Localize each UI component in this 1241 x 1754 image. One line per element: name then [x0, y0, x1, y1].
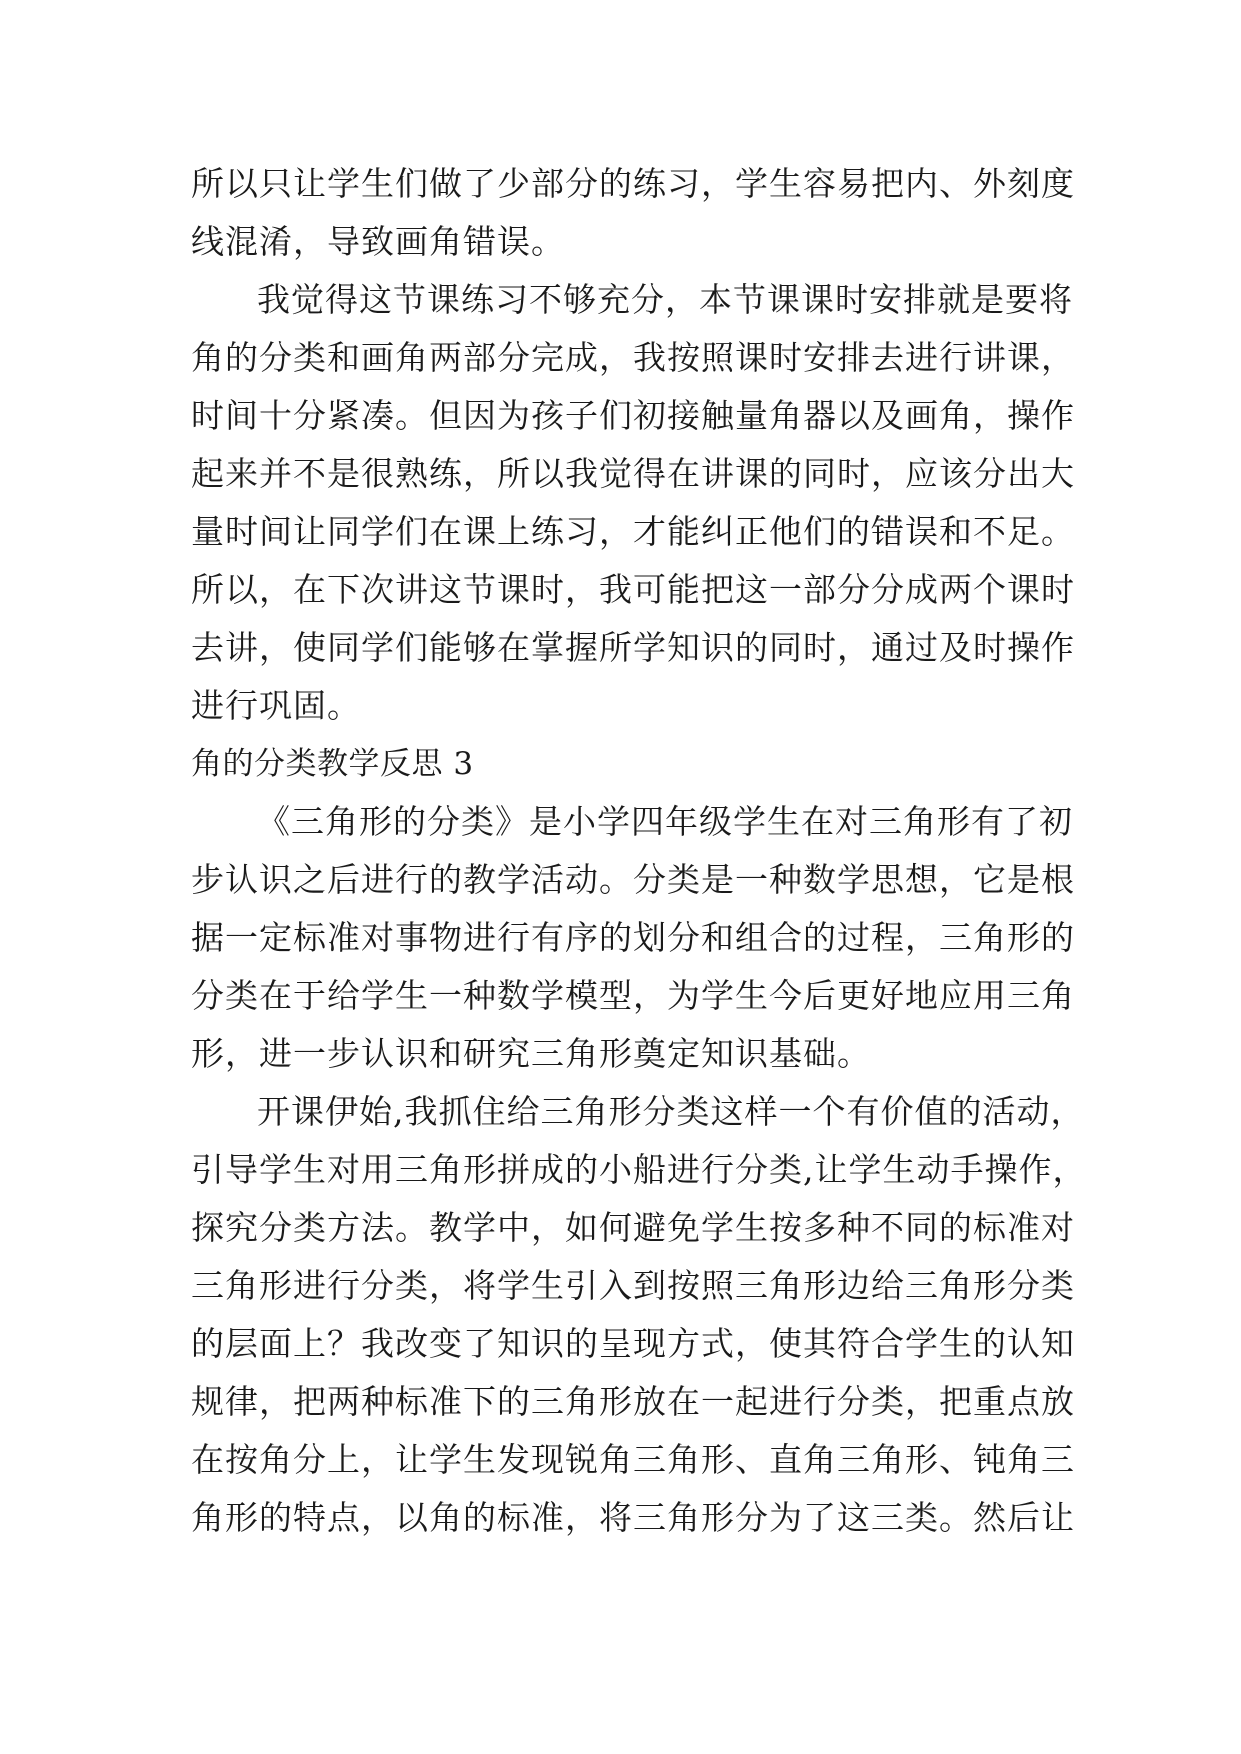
body-text	[191, 155, 1087, 1547]
section-heading: 角的分类教学反思 3	[191, 746, 474, 782]
text-line: 步认识之后进行的教学活动。分类是一种数学思想，它是根	[191, 860, 1075, 899]
text-line: 《三角形的分类》是小学四年级学生在对三角形有了初	[257, 802, 1073, 841]
text-line: 所以只让学生们做了少部分的练习，学生容易把内、外刻度	[191, 164, 1075, 203]
text-line: 去讲，使同学们能够在掌握所学知识的同时，通过及时操作	[191, 628, 1075, 667]
text-line: 我觉得这节课练习不够充分，本节课课时安排就是要将	[257, 280, 1073, 319]
text-line: 在按角分上，让学生发现锐角三角形、直角三角形、钝角三	[191, 1440, 1075, 1479]
text-line: 据一定标准对事物进行有序的划分和组合的过程，三角形的	[191, 918, 1075, 957]
text-line: 量时间让同学们在课上练习，才能纠正他们的错误和不足。	[191, 512, 1075, 551]
text-line: 起来并不是很熟练，所以我觉得在讲课的同时，应该分出大	[191, 454, 1075, 493]
text-line: 形，进一步认识和研究三角形奠定知识基础。	[191, 1034, 871, 1073]
text-line: 开课伊始,我抓住给三角形分类这样一个有价值的活动，	[257, 1092, 1085, 1131]
text-line: 探究分类方法。教学中，如何避免学生按多种不同的标准对	[191, 1208, 1075, 1247]
text-line: 分类在于给学生一种数学模型，为学生今后更好地应用三角	[191, 976, 1075, 1015]
text-line: 线混淆，导致画角错误。	[191, 222, 565, 261]
text-line: 时间十分紧凑。但因为孩子们初接触量角器以及画角，操作	[191, 396, 1075, 435]
text-line: 角的分类和画角两部分完成，我按照课时安排去进行讲课，	[191, 338, 1075, 377]
text-line: 规律，把两种标准下的三角形放在一起进行分类，把重点放	[191, 1382, 1075, 1421]
text-line: 进行巩固。	[191, 686, 361, 725]
text-line: 的层面上？我改变了知识的呈现方式，使其符合学生的认知	[191, 1324, 1075, 1363]
text-line: 所以，在下次讲这节课时，我可能把这一部分分成两个课时	[191, 570, 1075, 609]
text-line: 引导学生对用三角形拼成的小船进行分类,让学生动手操作，	[191, 1150, 1087, 1189]
text-line: 角形的特点，以角的标准，将三角形分为了这三类。然后让	[191, 1498, 1075, 1537]
text-line: 三角形进行分类，将学生引入到按照三角形边给三角形分类	[191, 1266, 1075, 1305]
